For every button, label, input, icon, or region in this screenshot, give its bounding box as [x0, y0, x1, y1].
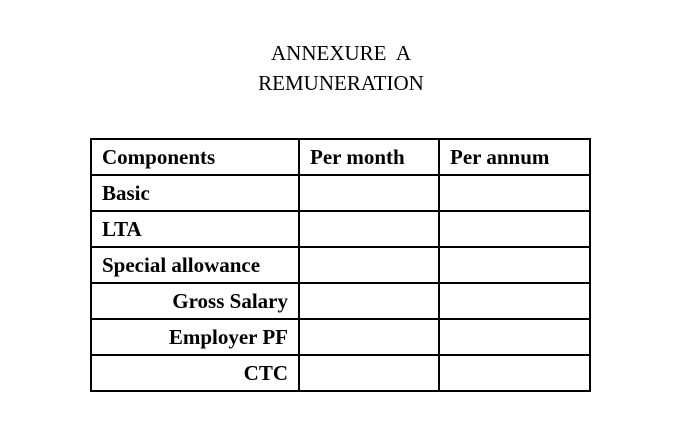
cell-lta-per-annum: [439, 211, 590, 247]
row-label-ctc: CTC: [91, 355, 299, 391]
cell-gross-salary-per-month: [299, 283, 439, 319]
table-row: [91, 283, 590, 319]
header-components: Components: [91, 139, 299, 175]
table-header-row: [91, 139, 590, 175]
annexure-title: ANNEXURE A: [271, 41, 411, 65]
cell-special-allowance-per-month: [299, 247, 439, 283]
cell-lta-per-month: [299, 211, 439, 247]
table-row: [91, 247, 590, 283]
header-per-annum: Per annum: [439, 139, 590, 175]
cell-gross-salary-per-annum: [439, 283, 590, 319]
row-label-employer-pf: Employer PF: [91, 319, 299, 355]
row-label-gross-salary: Gross Salary: [91, 283, 299, 319]
cell-ctc-per-month: [299, 355, 439, 391]
cell-special-allowance-per-annum: [439, 247, 590, 283]
cell-basic-per-annum: [439, 175, 590, 211]
header-per-month: Per month: [299, 139, 439, 175]
table-row: [91, 211, 590, 247]
row-label-basic: Basic: [91, 175, 299, 211]
cell-basic-per-month: [299, 175, 439, 211]
row-label-lta: LTA: [91, 211, 299, 247]
document-heading: [0, 38, 682, 98]
remuneration-table: [90, 138, 591, 392]
cell-ctc-per-annum: [439, 355, 590, 391]
remuneration-title: REMUNERATION: [258, 71, 424, 95]
table-row: [91, 175, 590, 211]
table-row: [91, 355, 590, 391]
cell-employer-pf-per-annum: [439, 319, 590, 355]
table-row: [91, 319, 590, 355]
cell-employer-pf-per-month: [299, 319, 439, 355]
row-label-special-allowance: Special allowance: [91, 247, 299, 283]
